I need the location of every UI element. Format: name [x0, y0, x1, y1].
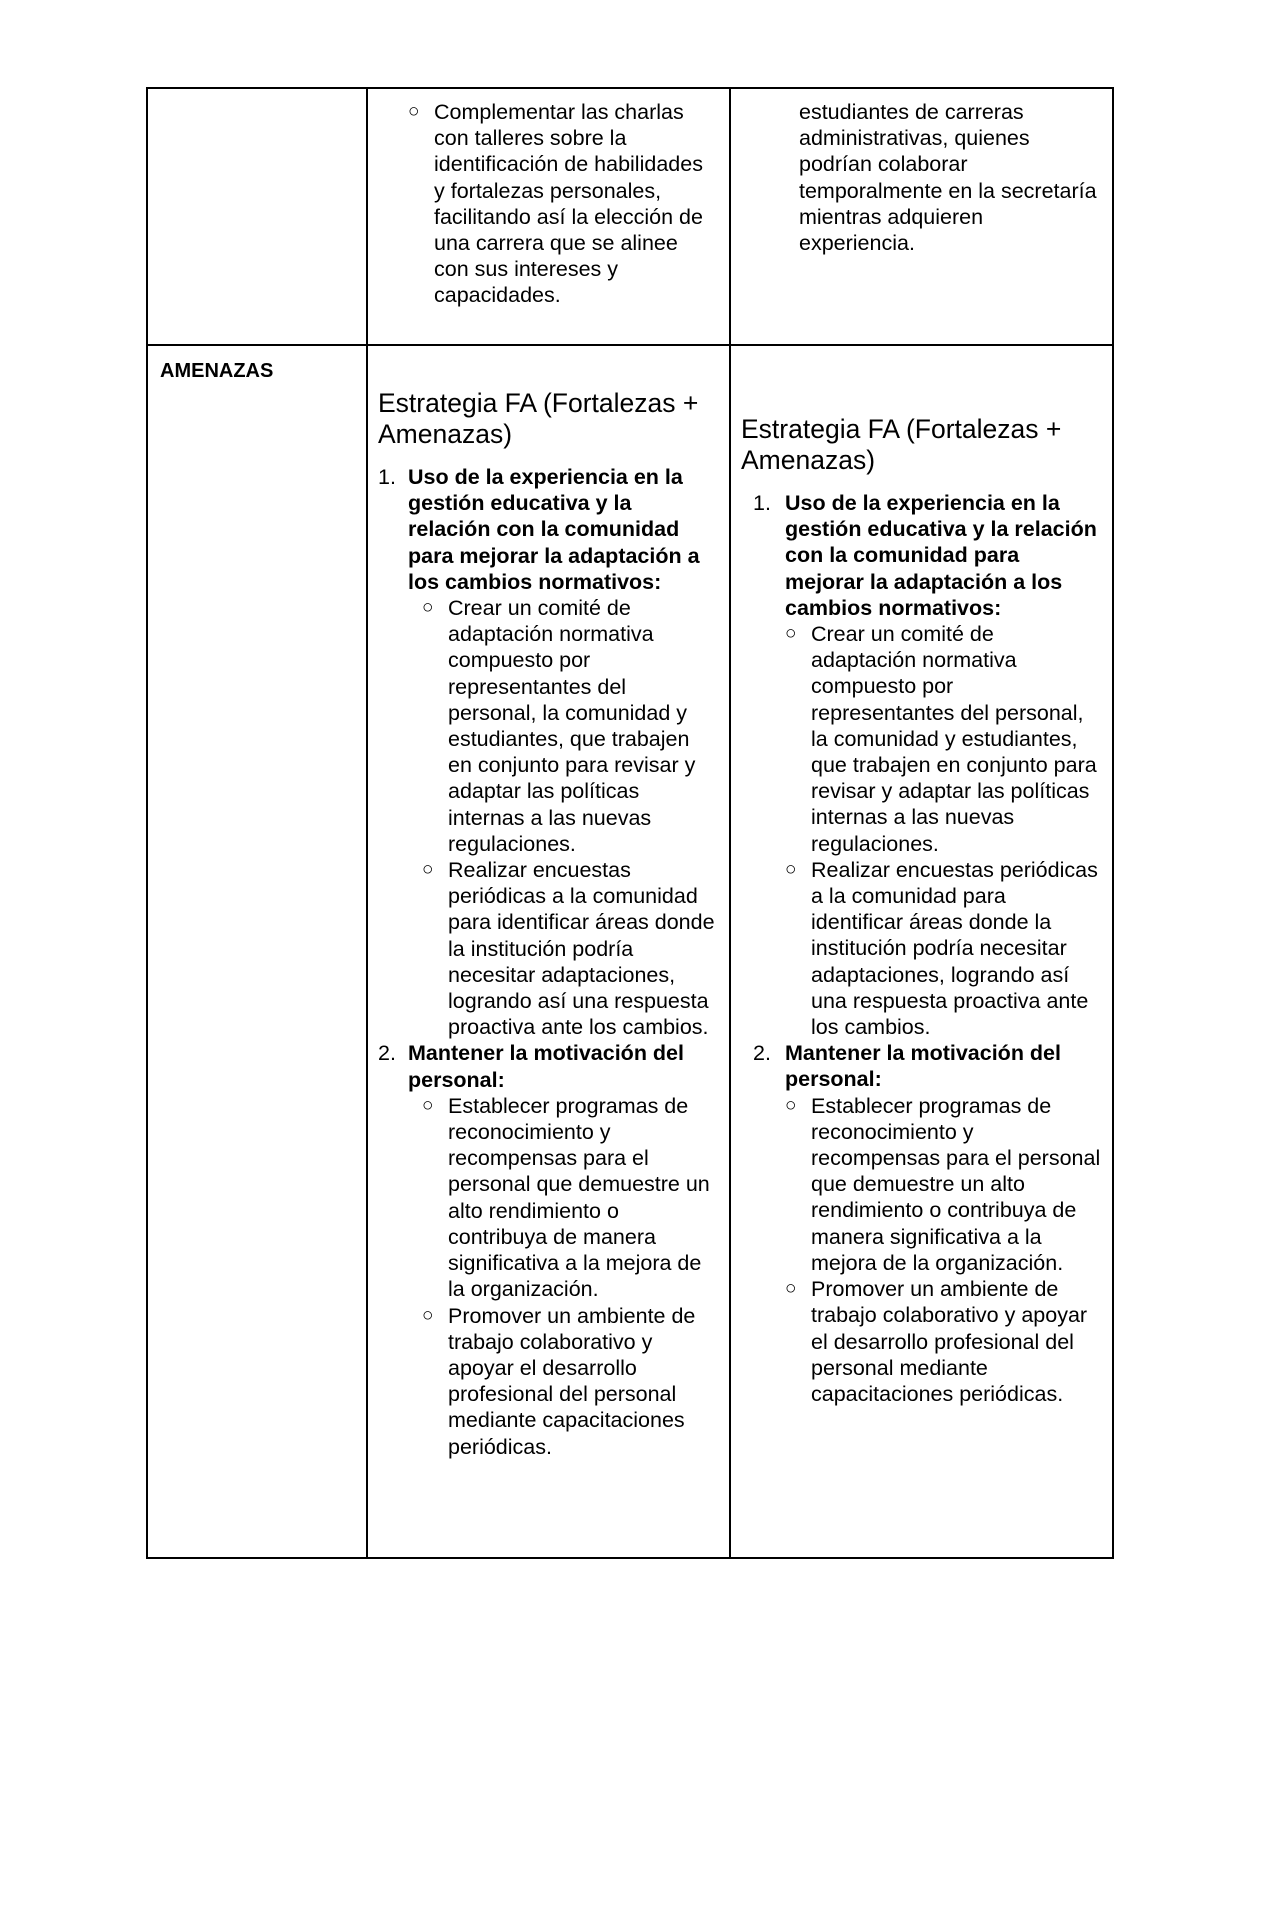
strategy-cell [367, 88, 730, 345]
list-item [378, 464, 719, 1040]
item-number: 1. [753, 491, 771, 515]
strategy-cell [367, 345, 730, 1558]
numbered-list [741, 490, 1102, 1407]
numbered-list [378, 464, 719, 1460]
item-number: 1. [378, 465, 396, 489]
bullet-list [422, 595, 719, 1040]
bullet-list [785, 621, 1102, 1040]
continued-text: estudiantes de carreras administrativas, quienes podrían colaborar temporalmente en la secretaría mientras adquieren experiencia. [799, 100, 1097, 256]
strategy-heading: Estrategia FA (Fortalezas + Amenazas) [378, 388, 699, 449]
item-title: Mantener la motivación del personal: [408, 1041, 684, 1092]
list-item: ○ Promover un ambiente de trabajo colaborativo y apoyar el desarrollo profesional del personal mediante capacitaciones periódicas. [785, 1276, 1102, 1407]
label-cell-empty [147, 88, 367, 345]
list-item: ○ Realizar encuestas periódicas a la comunidad para identificar áreas donde la institución podría necesitar adaptaciones, logrando así una respuesta proactiva ante los cambios. [422, 857, 719, 1040]
strategy-cell [730, 88, 1113, 345]
item-title: Uso de la experiencia en la gestión educativa y la relación con la comunidad para mejorar la adaptación a los cambios normativos: [785, 491, 1097, 620]
list-item [741, 490, 1102, 1040]
label-cell [147, 345, 367, 1558]
list-item: ○ Promover un ambiente de trabajo colaborativo y apoyar el desarrollo profesional del personal mediante capacitaciones periódicas. [422, 1303, 719, 1460]
list-item: ○ Complementar las charlas con talleres sobre la identificación de habilidades y fortalezas personales, facilitando así la elección de una carrera que se alinee con sus intereses y capacidades. [408, 99, 715, 309]
bullet-list [422, 1093, 719, 1460]
table-row [147, 345, 1113, 1558]
bullet-list [785, 1093, 1102, 1407]
strategy-cell [730, 345, 1113, 1558]
list-item [378, 1040, 719, 1459]
item-title: Mantener la motivación del personal: [785, 1041, 1061, 1092]
list-item: ○ Establecer programas de reconocimiento y recompensas para el personal que demuestre un alto rendimiento o contribuya de manera significativa a la mejora de la organización. [785, 1093, 1102, 1276]
row-label: AMENAZAS [160, 360, 274, 382]
list-item: ○ Crear un comité de adaptación normativa compuesto por representantes del personal, la comunidad y estudiantes, que trabajen en conjunto para revisar y adaptar las políticas internas a las nuevas regulaciones. [422, 595, 719, 857]
bullet-list [408, 99, 715, 309]
list-item: ○ Crear un comité de adaptación normativa compuesto por representantes del personal, la comunidad y estudiantes, que trabajen en conjunto para revisar y adaptar las políticas internas a las nuevas regulaciones. [785, 621, 1102, 857]
item-number: 2. [753, 1041, 771, 1066]
strategy-heading: Estrategia FA (Fortalezas + Amenazas) [741, 414, 1062, 475]
swot-strategy-table [146, 87, 1114, 1559]
table-row [147, 88, 1113, 345]
item-number: 2. [378, 1041, 396, 1066]
list-item: ○ Realizar encuestas periódicas a la comunidad para identificar áreas donde la institución podría necesitar adaptaciones, logrando así una respuesta proactiva ante los cambios. [785, 857, 1102, 1040]
item-title: Uso de la experiencia en la gestión educativa y la relación con la comunidad para mejorar la adaptación a los cambios normativos: [408, 465, 700, 594]
list-item: ○ Establecer programas de reconocimiento y recompensas para el personal que demuestre un alto rendimiento o contribuya de manera significativa a la mejora de la organización. [422, 1093, 719, 1303]
list-item [741, 1040, 1102, 1407]
